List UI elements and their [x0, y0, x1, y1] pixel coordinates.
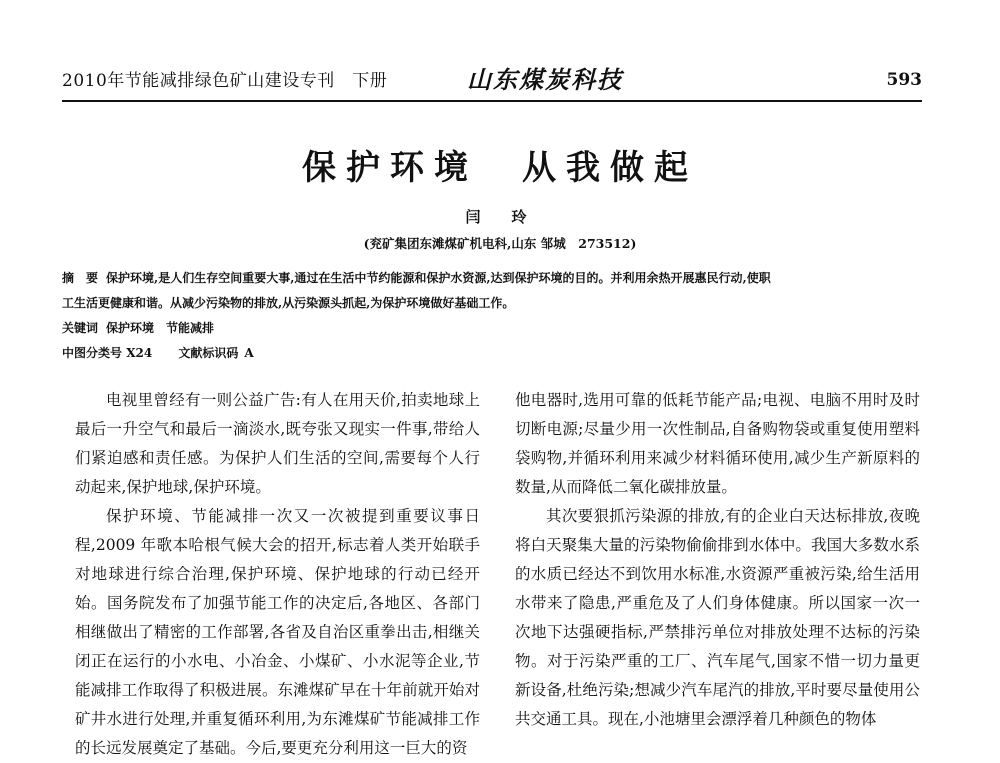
abstract-text-2: 工生活更健康和谐。从减少污染物的排放,从污染源头抓起,为保护环境做好基础工作。	[62, 296, 515, 310]
article-author: 闫 玲	[465, 208, 535, 226]
author-affiliation: (兖矿集团东滩煤矿机电科,山东 邹城 273512)	[363, 236, 637, 251]
paragraph: 电视里曾经有一则公益广告:有人在用天价,拍卖地球上最后一升空气和最后一滴淡水,既夸张又现实一件事,带给人们紧迫感和责任感。为保护人们生活的空间,需要每个人行动起来,保护地球,保护环境。	[75, 391, 480, 496]
paragraph: 保护环境、节能减排一次又一次被提到重要议事日程,2009 年歌本哈根气候大会的招开,标志着人类开始联手对地球进行综合治理,保护环境、保护地球的行动已经开始。国务院发布了加强节能工作的决定后,各地区、各部门相继做出了精密的工作部署,各省及自治区重拳出击,相继关闭正在运行的小水电、小冶金、小煤矿、小水泥等企业,节能减排工作取得了积极进展。东滩煤矿早在十年前就开始对矿井水进行处理,并重复循环利用,为东滩煤矿节能减排工作的长远发展奠定了基础。今后,要更充分利用这一巨大的资	[75, 507, 480, 757]
header-rule	[62, 100, 922, 102]
body-column-right	[515, 386, 920, 734]
abstract-text-1: 保护环境,是人们生存空间重要大事,通过在生活中节约能源和保护水资源,达到保护环境的目的。并利用余热开展惠民行动,使职	[106, 271, 771, 285]
abstract-line-1	[62, 266, 922, 291]
paragraph: 他电器时,选用可靠的低耗节能产品;电视、电脑不用时及时切断电源;尽量少用一次性制品,自备购物袋或重复使用塑料袋购物,并循环利用来减少材料循环使用,减少生产新原料的数量,从而降低二氧化碳排放量。	[515, 391, 920, 496]
doccode-value: A	[244, 346, 254, 360]
page-number: 593	[886, 70, 922, 90]
abstract-line-2	[62, 291, 922, 316]
classification-line	[62, 341, 922, 366]
page-header	[62, 62, 922, 98]
journal-issue-line: 2010年节能减排绿色矿山建设专刊 下册	[62, 71, 388, 91]
article-title: 保护环境 从我做起	[302, 148, 698, 188]
keywords-label: 关键词	[62, 321, 99, 335]
body-column-left	[75, 386, 480, 763]
clc-label: 中图分类号	[62, 346, 123, 360]
abstract-label: 摘 要	[62, 271, 99, 285]
clc-value: X24	[126, 346, 153, 360]
doccode-label: 文献标识码	[178, 346, 239, 360]
article-metadata	[62, 266, 922, 366]
paragraph: 其次要狠抓污染源的排放,有的企业白天达标排放,夜晚将白天聚集大量的污染物偷偷排到水体中。我国大多数水系的水质已经达不到饮用水标准,水资源严重被污染,给生活用水带来了隐患,严重危及了人们身体健康。所以国家一次一次地下达强硬指标,严禁排污单位对排放处理不达标的污染物。对于污染严重的工厂、汽车尾气,国家不惜一切力量更新设备,杜绝污染;想减少汽车尾汽的排放,平时要尽量使用公共交通工具。现在,小池塘里会漂浮着几种颜色的物体	[515, 507, 920, 728]
keywords-line	[62, 316, 922, 341]
keywords-value: 保护环境 节能减排	[106, 321, 215, 335]
journal-logo: 山东煤炭科技	[467, 65, 623, 94]
